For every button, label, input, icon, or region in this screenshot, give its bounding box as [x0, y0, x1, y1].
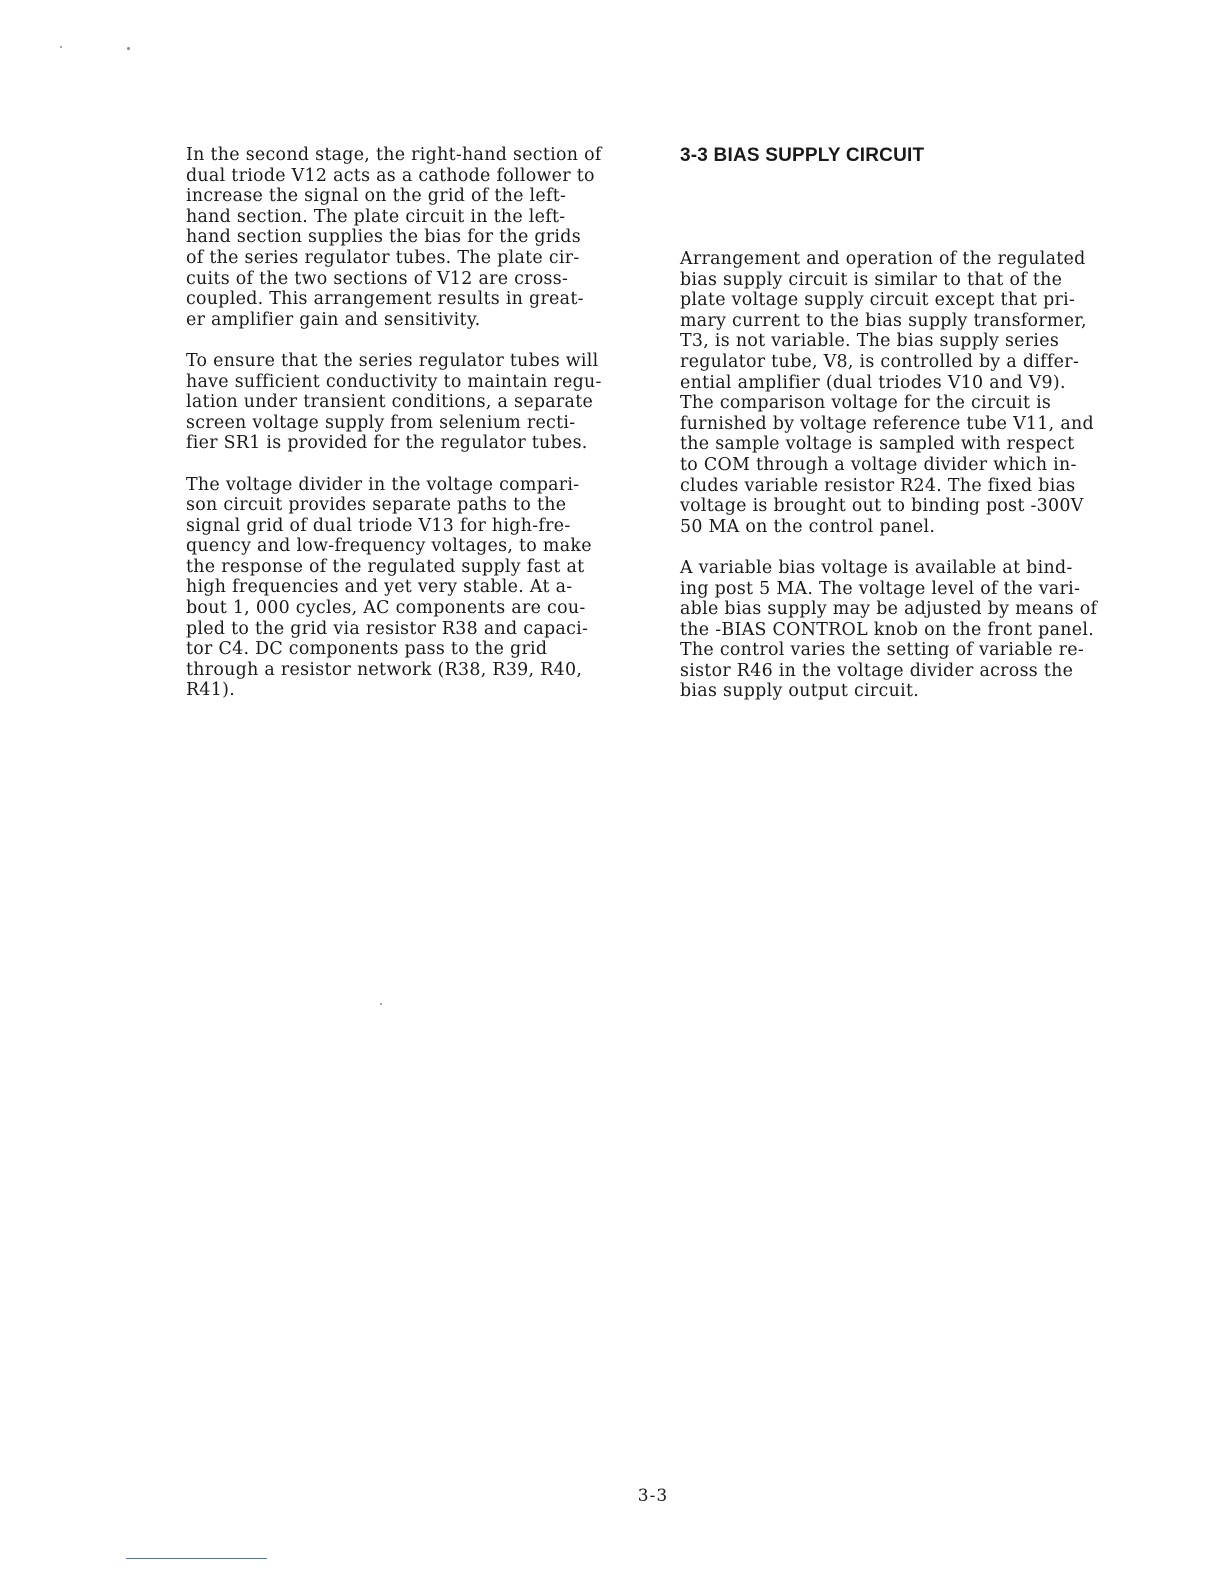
body-paragraph: The voltage divider in the voltage compari- son circuit provides separate paths to the signal grid of dual triode V13 for high-fre- quency and low-frequency voltages, to make the response of the regulated supply fast at high frequencies and yet very stable. At a- bout 1, 000 cycles, AC components are cou- pled to the grid via resistor R38 and capaci- tor C4. DC components pass to the grid through a resistor network (R38, R39, R40, R41).	[186, 474, 592, 701]
scan-speck	[127, 47, 130, 50]
page-number: 3-3	[637, 1486, 669, 1506]
body-paragraph: To ensure that the series regulator tubes will have sufficient conductivity to maintain regu- lation under transient conditions, a separate screen voltage supply from selenium recti- fier SR1 is provided for the regulator tubes.	[186, 350, 602, 454]
section-heading: 3-3 BIAS SUPPLY CIRCUIT	[680, 145, 925, 166]
scan-speck	[380, 1003, 382, 1005]
body-paragraph: A variable bias voltage is available at bind- ing post 5 MA. The voltage level of the vari- able bias supply may be adjusted by means of the -BIAS CONTROL knob on the front panel. The control varies the setting of variable re- sistor R46 in the voltage divider across the bias supply output circuit.	[680, 557, 1098, 702]
body-paragraph: In the second stage, the right-hand section of dual triode V12 acts as a cathode follower to increase the signal on the grid of the left- hand section. The plate circuit in the left- hand section supplies the bias for the grids of the series regulator tubes. The plate cir- cuits of the two sections of V12 are cross- coupled. This arrangement results in great- er amplifier gain and sensitivity.	[186, 145, 602, 330]
right-column	[680, 145, 1142, 723]
left-column	[186, 145, 648, 722]
scan-speck	[60, 46, 62, 48]
body-paragraph: Arrangement and operation of the regulated bias supply circuit is similar to that of the plate voltage supply circuit except that pri- mary current to the bias supply transformer, T3, is not variable. The bias supply series regulator tube, V8, is controlled by a differ- ential amplifier (dual triodes V10 and V9). The comparison voltage for the circuit is furnished by voltage reference tube V11, and the sample voltage is sampled with respect to COM through a voltage divider which in- cludes variable resistor R24. The fixed bias voltage is brought out to binding post -300V 50 MA on the control panel.	[680, 249, 1094, 537]
footer-rule	[126, 1558, 267, 1559]
